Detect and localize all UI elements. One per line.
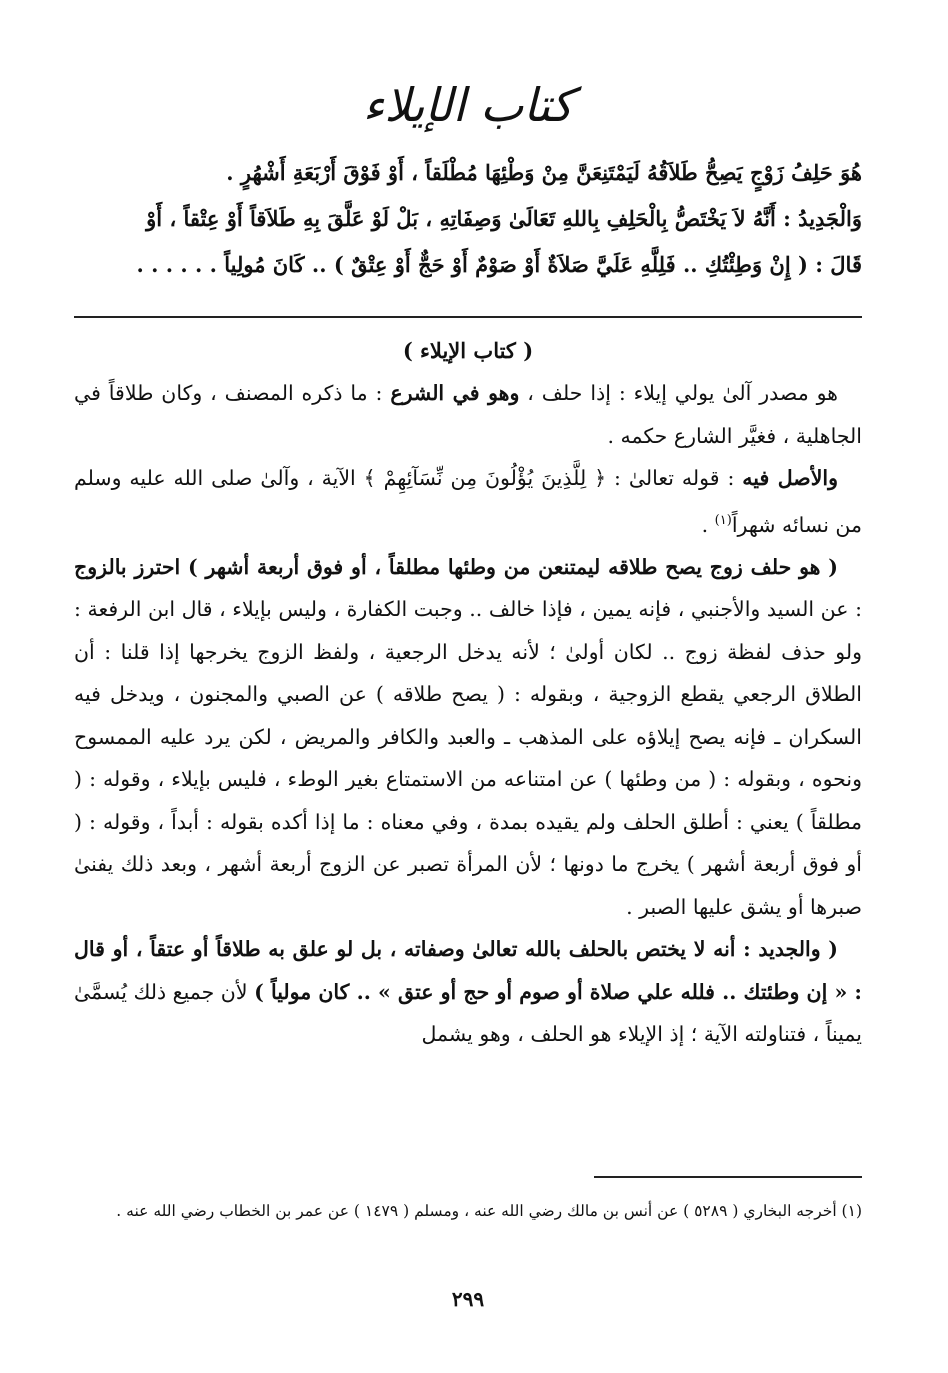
- section-heading: ( كتاب الإيلاء ): [402, 338, 534, 363]
- book-title-block: [74, 78, 862, 132]
- paragraph: والأصل فيه : قوله تعالىٰ : ﴿ لِلَّذِينَ يُؤْلُونَ مِن نِّسَآئِهِمْ ﴾ الآية ، وآلىٰ صلى الله عليه وسلم من نسائه شهراً$^{(١)}$ .: [74, 466, 862, 537]
- page-number: ٢٩٩: [451, 1287, 485, 1311]
- paragraph: هو مصدر آلىٰ يولي إيلاء : إذا حلف ، وهو في الشرع : ما ذكره المصنف ، وكان طلاقاً في الجاهلية ، فغيَّر الشارع حكمه .: [74, 381, 862, 448]
- matn-line: وَالْجَدِيدُ : أَنَّهُ لاَ يَخْتَصُّ بِالْحَلِفِ بِاللهِ تَعَالَىٰ وَصِفَاتِهِ ، بَلْ لَوْ عَلَّقَ بِهِ طَلاَقاً أَوْ عِتْقاً ، أَوْ: [146, 206, 862, 231]
- matn-line: قَالَ : ( إِنْ وَطِئْتُكِ .. فَلِلَّهِ عَلَيَّ صَلاَةٌ أَوْ صَوْمٌ أَوْ حَجٌّ أَوْ عِتْقٌ ) .. كَانَ مُولِياً . . . . . .: [136, 252, 862, 277]
- separator-rule: [74, 316, 862, 318]
- footnote-rule: [594, 1176, 862, 1178]
- book-title: كتاب الإيلاء: [362, 78, 574, 132]
- footnote: (١) أخرجه البخاري ( ٥٢٨٩ ) عن أنس بن مالك رضي الله عنه ، ومسلم ( ١٤٧٩ ) عن عمر بن الخطاب رضي الله عنه .: [116, 1202, 862, 1220]
- paragraph: ( والجديد : أنه لا يختص بالحلف بالله تعالىٰ وصفاته ، بل لو علق به طلاقاً أو عتقاً ، أو قال : « إن وطئتك .. فلله علي صلاة أو صوم أو حج أو عتق » .. كان مولياً ) لأن جميع ذلك يُسمَّىٰ يميناً ، فتناولته الآية ؛ إذ الإيلاء هو الحلف ، وهو يشمل: [74, 937, 862, 1047]
- footnote-ref[interactable]: (١): [714, 512, 732, 528]
- matn-text: [74, 150, 862, 288]
- matn-line: هُوَ حَلِفُ زَوْجٍ يَصِحُّ طَلاَقُهُ لَيَمْتَنِعَنَّ مِنْ وَطْئِهَا مُطْلَقاً ، أَوْ فَوْقَ أَرْبَعَةِ أَشْهُرٍ .: [226, 160, 862, 185]
- paragraph: ( هو حلف زوج يصح طلاقه ليمتنعن من وطئها مطلقاً ، أو فوق أربعة أشهر ) احترز بالزوج : عن السيد والأجنبي ، فإنه يمين ، فإذا خالف .. وجبت الكفارة ، وليس بإيلاء ، قال ابن الرفعة : ولو حذف لفظة زوج .. لكان أولىٰ ؛ لأنه يدخل الرجعية ، ولفظ الزوج يخرجها إذا قلنا : أن الطلاق الرجعي يقطع الزوجية ، وبقوله : ( يصح طلاقه ) عن الصبي والمجنون ، ويدخل فيه السكران ـ فإنه يصح إيلاؤه على المذهب ـ والعبد والكافر والمريض ، لكن يرد عليه الممسوح ونحوه ، وبقوله : ( من وطئها ) عن امتناعه من الاستمتاع بغير الوطء ، فليس بإيلاء ، وقوله : ( مطلقاً ) يعني : أطلق الحلف ولم يقيده بمدة ، وفي معناه : ما إذا أكده بقوله : أبداً ، وقوله : ( أو فوق أربعة أشهر ) يخرج ما دونها ؛ لأن المرأة تصبر عن الزوج أربعة أشهر ، وبعد ذلك يفنىٰ صبرها أو يشق عليها الصبر .: [74, 554, 862, 919]
- commentary-body: [74, 372, 862, 1056]
